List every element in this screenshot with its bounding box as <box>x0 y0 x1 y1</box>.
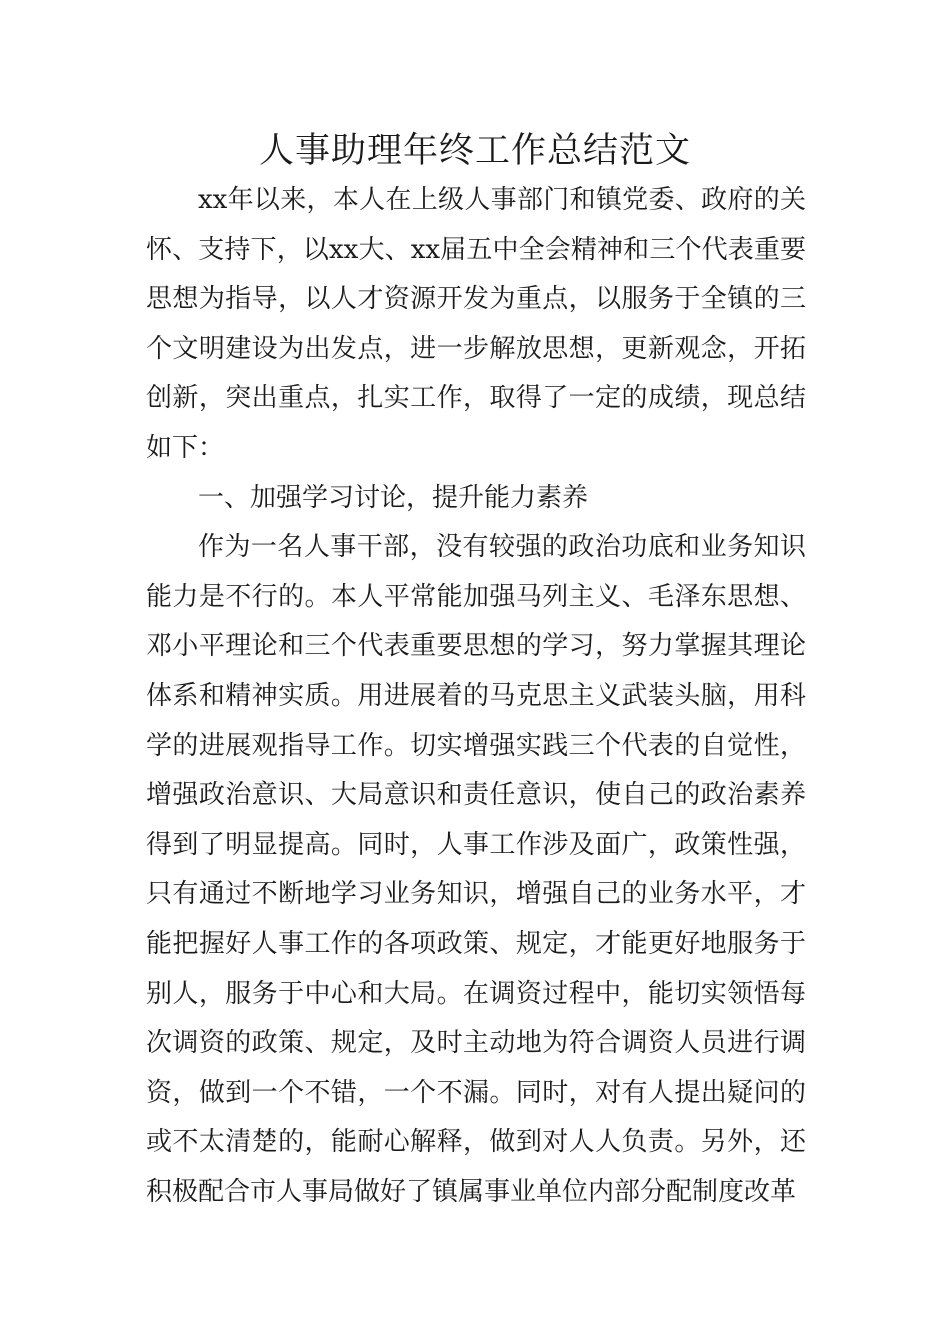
section-heading-1: 一、加强学习讨论，提升能力素养 <box>198 482 589 513</box>
paragraph-section-1: 作为一名人事干部，没有较强的政治功底和业务知识能力是不行的。本人平常能加强马列主义、毛泽东思想、邓小平理论和三个代表重要思想的学习，努力掌握其理论体系和精神实质。用进展着的马克思主义武装头脑，用科学的进展观指导工作。切实增强实践三个代表的自觉性，增强政治意识、大局意识和责任意识，使自己的政治素养得到了明显提高。同时，人事工作涉及面广，政策性强，只有通过不断地学习业务知识，增强自己的业务水平，才能把握好人事工作的各项政策、规定，才能更好地服务于别人，服务于中心和大局。在调资过程中，能切实领悟每次调资的政策、规定，及时主动地为符合调资人员进行调资，做到一个不错，一个不漏。同时，对有人提出疑问的或不太清楚的，能耐心解释，做到对人人负责。另外，还积极配合市人事局做好了镇属事业单位内部分配制度改革 <box>146 532 806 1207</box>
document-title: 人事助理年终工作总结范文 <box>258 131 691 171</box>
paragraph-intro: xx年以来，本人在上级人事部门和镇党委、政府的关怀、支持下，以xx大、xx届五中全会精神和三个代表重要思想为指导，以人才资源开发为重点，以服务于全镇的三个文明建设为出发点，进一步解放思想，更新观念，开拓创新，突出重点，扎实工作，取得了一定的成绩，现总结如下： <box>146 185 806 463</box>
document-body <box>146 176 806 1217</box>
